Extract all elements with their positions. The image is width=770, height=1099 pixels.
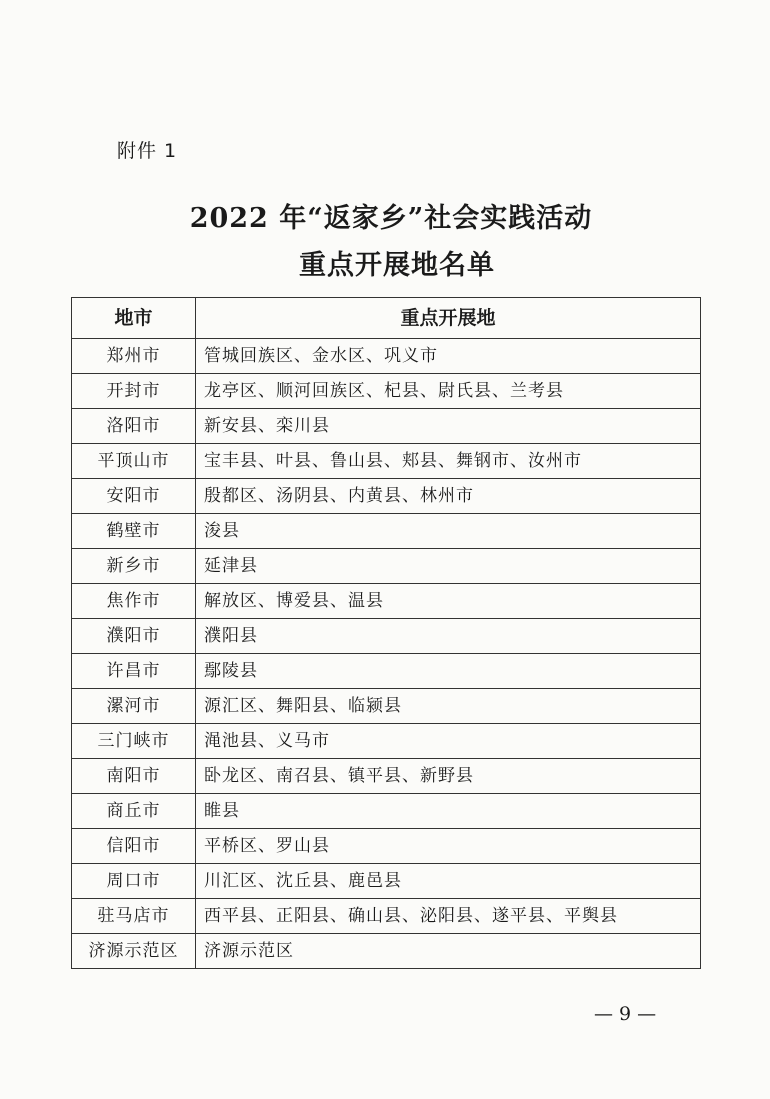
table-row (72, 374, 701, 409)
table-row (72, 899, 701, 934)
areas-cell: 延津县 (196, 549, 701, 584)
city-cell: 信阳市 (72, 829, 196, 864)
areas-cell: 济源示范区 (196, 934, 701, 969)
city-cell: 三门峡市 (72, 724, 196, 759)
table-row (72, 514, 701, 549)
city-cell: 平顶山市 (72, 444, 196, 479)
table-row (72, 339, 701, 374)
table-row (72, 759, 701, 794)
table-row (72, 689, 701, 724)
areas-cell: 渑池县、义马市 (196, 724, 701, 759)
header-areas: 重点开展地 (196, 298, 701, 339)
areas-cell: 宝丰县、叶县、鲁山县、郏县、舞钢市、汝州市 (196, 444, 701, 479)
city-cell: 新乡市 (72, 549, 196, 584)
table-row (72, 794, 701, 829)
table-row (72, 479, 701, 514)
table-row (72, 444, 701, 479)
table-row (72, 724, 701, 759)
table-row (72, 549, 701, 584)
city-cell: 驻马店市 (72, 899, 196, 934)
areas-cell: 川汇区、沈丘县、鹿邑县 (196, 864, 701, 899)
areas-cell: 鄢陵县 (196, 654, 701, 689)
areas-cell: 卧龙区、南召县、镇平县、新野县 (196, 759, 701, 794)
city-cell: 洛阳市 (72, 409, 196, 444)
areas-cell: 殷都区、汤阴县、内黄县、林州市 (196, 479, 701, 514)
city-cell: 商丘市 (72, 794, 196, 829)
table-row (72, 864, 701, 899)
city-cell: 焦作市 (72, 584, 196, 619)
attachment-label: 附件 1 (117, 140, 178, 162)
city-cell: 南阳市 (72, 759, 196, 794)
focus-locations-table (71, 297, 701, 969)
table-row (72, 584, 701, 619)
page-number: — 9 — (594, 1003, 657, 1025)
city-cell: 鹤壁市 (72, 514, 196, 549)
city-cell: 开封市 (72, 374, 196, 409)
areas-cell: 睢县 (196, 794, 701, 829)
city-cell: 郑州市 (72, 339, 196, 374)
table-row (72, 654, 701, 689)
city-cell: 安阳市 (72, 479, 196, 514)
table-row (72, 934, 701, 969)
city-cell: 许昌市 (72, 654, 196, 689)
areas-cell: 源汇区、舞阳县、临颍县 (196, 689, 701, 724)
header-city: 地市 (72, 298, 196, 339)
document-title-line2: 重点开展地名单 (299, 250, 495, 281)
areas-cell: 西平县、正阳县、确山县、泌阳县、遂平县、平舆县 (196, 899, 701, 934)
city-cell: 周口市 (72, 864, 196, 899)
areas-cell: 解放区、博爱县、温县 (196, 584, 701, 619)
document-title-line1: 2022 年“返家乡”社会实践活动 (189, 203, 593, 234)
city-cell: 漯河市 (72, 689, 196, 724)
areas-cell: 管城回族区、金水区、巩义市 (196, 339, 701, 374)
areas-cell: 濮阳县 (196, 619, 701, 654)
areas-cell: 龙亭区、顺河回族区、杞县、尉氏县、兰考县 (196, 374, 701, 409)
city-cell: 濮阳市 (72, 619, 196, 654)
areas-cell: 浚县 (196, 514, 701, 549)
table-row (72, 829, 701, 864)
areas-cell: 新安县、栾川县 (196, 409, 701, 444)
table-row (72, 409, 701, 444)
table-header-row (72, 298, 701, 339)
table-row (72, 619, 701, 654)
areas-cell: 平桥区、罗山县 (196, 829, 701, 864)
city-cell: 济源示范区 (72, 934, 196, 969)
